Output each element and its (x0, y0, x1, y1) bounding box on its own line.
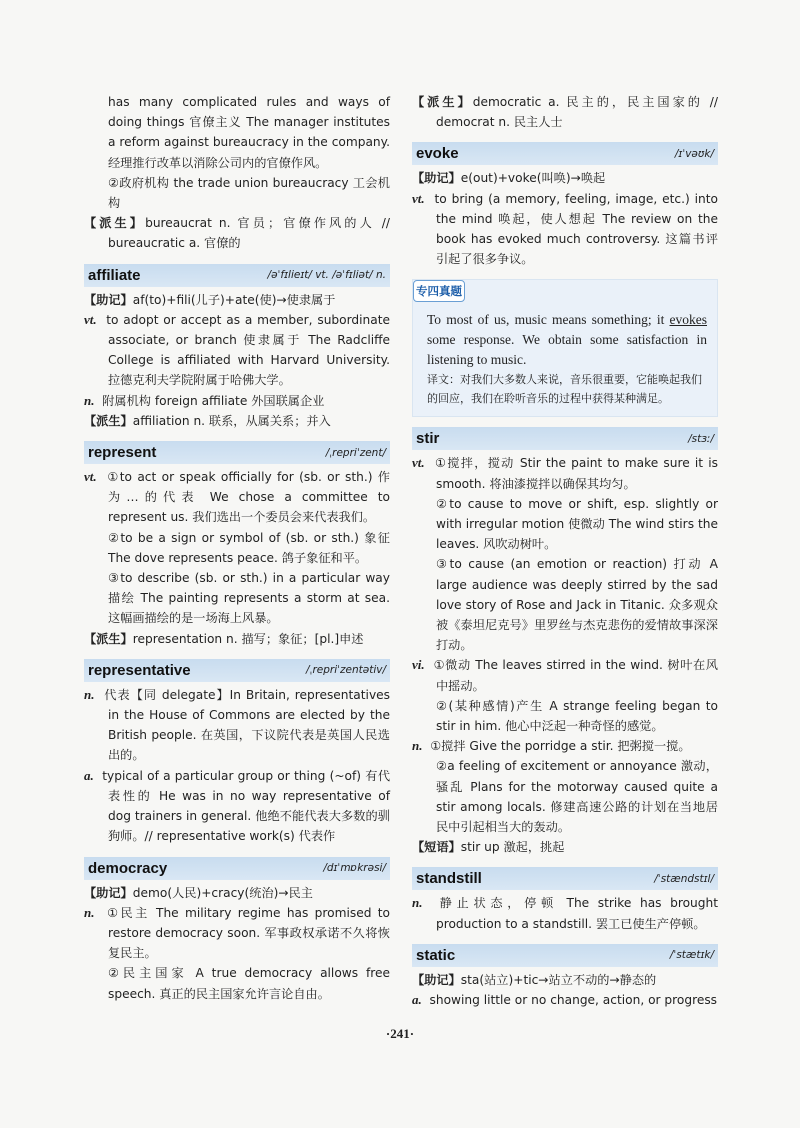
standstill-n (412, 893, 718, 933)
headword-text: static (416, 946, 456, 964)
headword-text: stir (416, 430, 440, 448)
derivation-text: bureaucrat n. 官员；官僚作风的人 // bureaucratic a. 官僚的 (108, 216, 390, 251)
headword-text: represent (88, 444, 157, 462)
pos-tag: vt. (84, 311, 97, 327)
represent-derivation (84, 629, 390, 649)
definition-text: ①搅拌 Give the porridge a stir. 把粥搅一搅。 (430, 739, 691, 754)
exam-question-box (412, 279, 718, 417)
headword-evoke (412, 142, 718, 165)
pos-tag: n. (84, 904, 95, 920)
headword-text: representative (88, 661, 191, 679)
headword-text: standstill (416, 870, 482, 888)
stir-n-1 (412, 736, 718, 756)
definition-text: ①搅拌，搅动 Stir the paint to make sure it is smooth. 将油漆搅拌以确保其均匀。 (435, 456, 718, 491)
headword-stir (412, 427, 718, 450)
headword-representative (84, 659, 390, 682)
definition-text: to bring (a memory, feeling, image, etc.) into the mind 唤起，使人想起 The review on the book has evoked much controversy. 这篇书评引起了很多争议。 (434, 191, 718, 267)
headword-democracy (84, 857, 390, 880)
derivation-tag: 【派生】 (84, 216, 146, 231)
representative-a (84, 766, 390, 847)
definition-text: to adopt or accept as a member, subordinate associate, or branch 使隶属于 The Radcliffe College is affiliated with Harvard University. 拉德克利夫学院附属于哈佛大学。 (106, 312, 390, 388)
pronunciation: /əˈfɪlieɪt/ vt. /əˈfɪliət/ n. (267, 269, 386, 282)
definition-text: 附属机构 foreign affiliate 外国联属企业 (102, 393, 325, 408)
bureaucracy-derivation (84, 213, 390, 253)
stir-n-2: ②a feeling of excitement or annoyance 激动，骚乱 Plans for the motorway caused quite a stir among locals. 修建高速公路的计划在当地居民中引起相当大的轰动。 (436, 759, 718, 835)
pos-tag: a. (412, 992, 422, 1008)
bureaucracy-sense-2: ②政府机构 the trade union bureaucracy 工会机构 (108, 175, 390, 211)
mnemonic-tag: 【助记】 (84, 885, 133, 900)
mnemonic (84, 290, 390, 310)
mnemonic-tag: 【助记】 (84, 292, 133, 307)
stir-vi-1 (412, 655, 718, 695)
derivation-tag: 【派生】 (84, 631, 133, 646)
definition-text: showing little or no change, action, or progress (429, 993, 718, 1008)
mnemonic-tag: 【助记】 (412, 972, 461, 987)
mnemonic (412, 970, 718, 990)
democracy-sense-1 (84, 903, 390, 964)
democracy-sense-2: ②民主国家 A true democracy allows free speech. 真正的民主国家允许言论自由。 (108, 966, 390, 1001)
headword-represent (84, 441, 390, 464)
left-column (84, 92, 390, 1004)
derivation-tag: 【派生】 (412, 95, 473, 109)
mnemonic (412, 168, 718, 188)
headword-standstill (412, 867, 718, 890)
pos-tag: n. (84, 392, 95, 408)
definition-text: 代表【同 delegate】In Britain, representatives in the House of Commons are elected by the British people. 在英国，下议院代表是英国人民选出的。 (104, 687, 391, 763)
right-column (412, 92, 718, 1010)
mnemonic-text: sta(站立)+tic→站立不动的→静态的 (460, 972, 657, 987)
exam-text-before: To most of us, music means something; it (427, 312, 670, 328)
stir-vt-1 (412, 453, 718, 493)
exam-passage (427, 310, 707, 370)
pos-tag: n. (84, 686, 95, 702)
derivation-text: representation n. 描写；象征；[pl.]申述 (132, 631, 364, 646)
exam-badge: 专四真题 (413, 280, 465, 302)
pos-tag: n. (412, 738, 423, 754)
headword-text: evoke (416, 145, 459, 163)
evoke-vt (412, 189, 718, 270)
headword-static (412, 944, 718, 967)
stir-phrase (412, 837, 718, 857)
headword-text: democracy (88, 859, 168, 877)
pos-tag: n. (412, 895, 423, 911)
exam-keyword: evokes (669, 312, 707, 328)
pronunciation: /ˈstændstɪl/ (654, 872, 714, 885)
represent-sense-2: ②to be a sign or symbol of (sb. or sth.) 象征 The dove represents peace. 鸽子象征和平。 (108, 530, 390, 565)
pronunciation: /ˈstætɪk/ (669, 949, 714, 962)
mnemonic-text: e(out)+voke(叫唤)→唤起 (460, 171, 606, 186)
pos-tag: a. (84, 767, 94, 783)
represent-sense-1 (84, 467, 390, 528)
stir-vi-2: ②(某种感情)产生 A strange feeling began to stir in him. 他心中泛起一种奇怪的感觉。 (436, 698, 718, 734)
definition-text: ①微动 The leaves stirred in the wind. 树叶在风中摇动。 (433, 658, 718, 693)
pronunciation: /ˌrepriˈzentətiv/ (306, 664, 386, 677)
pos-tag: vt. (84, 469, 97, 485)
pronunciation: /ɪˈvəʊk/ (674, 147, 714, 160)
mnemonic-tag: 【助记】 (412, 171, 461, 186)
headword-affiliate (84, 264, 390, 287)
mnemonic (84, 883, 390, 903)
phrase-tag: 【短语】 (412, 840, 461, 855)
derivation-text: democratic a. 民主的，民主国家的 // democrat n. 民主人士 (436, 95, 718, 130)
page-number: ·241· (385, 1026, 415, 1041)
bureaucracy-definition: has many complicated rules and ways of doing things 官僚主义 The manager institutes a reform against bureaucracy in the company. 经理推行改革以消除公司内的官僚作风。 (108, 95, 390, 170)
derivation-text: affiliation n. 联系，从属关系；并入 (132, 413, 331, 428)
definition-text: ①to act or speak officially for (sb. or sth.) 作为…的代表 We chose a committee to represent us. 我们选出一个委员会来代表我们。 (107, 470, 390, 525)
definition-text: typical of a particular group or thing (~of) 有代表性的 He was in no way representative of dog trainers in general. 他绝不能代表大多数的驯狗师。// representative work(s) 代表作 (102, 768, 391, 844)
affiliate-vt (84, 310, 390, 391)
definition-text: ①民主 The military regime has promised to restore democracy soon. 军事政权承诺不久将恢复民主。 (107, 905, 390, 961)
phrase-text: stir up 激起，挑起 (460, 840, 565, 855)
derivation-tag: 【派生】 (84, 413, 133, 428)
pos-tag: vt. (412, 455, 425, 471)
definition-text: 静止状态，停顿 The strike has brought production to a standstill. 罢工已使生产停顿。 (436, 896, 718, 931)
pos-tag: vi. (412, 657, 425, 673)
stir-vt-2: ②to cause to move or shift, esp. slightly or with irregular motion 使微动 The wind stirs the leaves. 风吹动树叶。 (436, 496, 718, 552)
mnemonic-text: demo(人民)+cracy(统治)→民主 (132, 885, 313, 900)
exam-translation: 译文：对我们大多数人来说，音乐很重要，它能唤起我们的回应，我们在聆听音乐的过程中获得某种满足。 (427, 373, 702, 406)
pos-tag: vt. (412, 190, 425, 206)
affiliate-derivation (84, 411, 390, 431)
headword-text: affiliate (88, 266, 141, 284)
democracy-derivation (412, 92, 718, 132)
pronunciation: /dɪˈmɒkrəsi/ (323, 862, 386, 874)
static-a (412, 990, 718, 1010)
exam-text-after: some response. We obtain some satisfaction in listening to music. (427, 332, 707, 368)
pronunciation: /ˌrepriˈzent/ (325, 446, 386, 459)
representative-n (84, 685, 390, 766)
pronunciation: /stɜː/ (688, 432, 714, 445)
stir-vt-3: ③to cause (an emotion or reaction) 打动 A large audience was deeply stirred by the sad love story of Rose and Jack in Titanic. 众多观众被《泰坦尼克号》里罗丝与杰克悲伤的爱情故事深深打动。 (436, 557, 718, 653)
mnemonic-text: af(to)+fili(儿子)+ate(使)→使隶属于 (132, 292, 336, 307)
affiliate-n (84, 391, 390, 411)
represent-sense-3: ③to describe (sb. or sth.) in a particular way 描绘 The painting represents a storm at sea. 这幅画描绘的是一场海上风暴。 (108, 571, 390, 626)
